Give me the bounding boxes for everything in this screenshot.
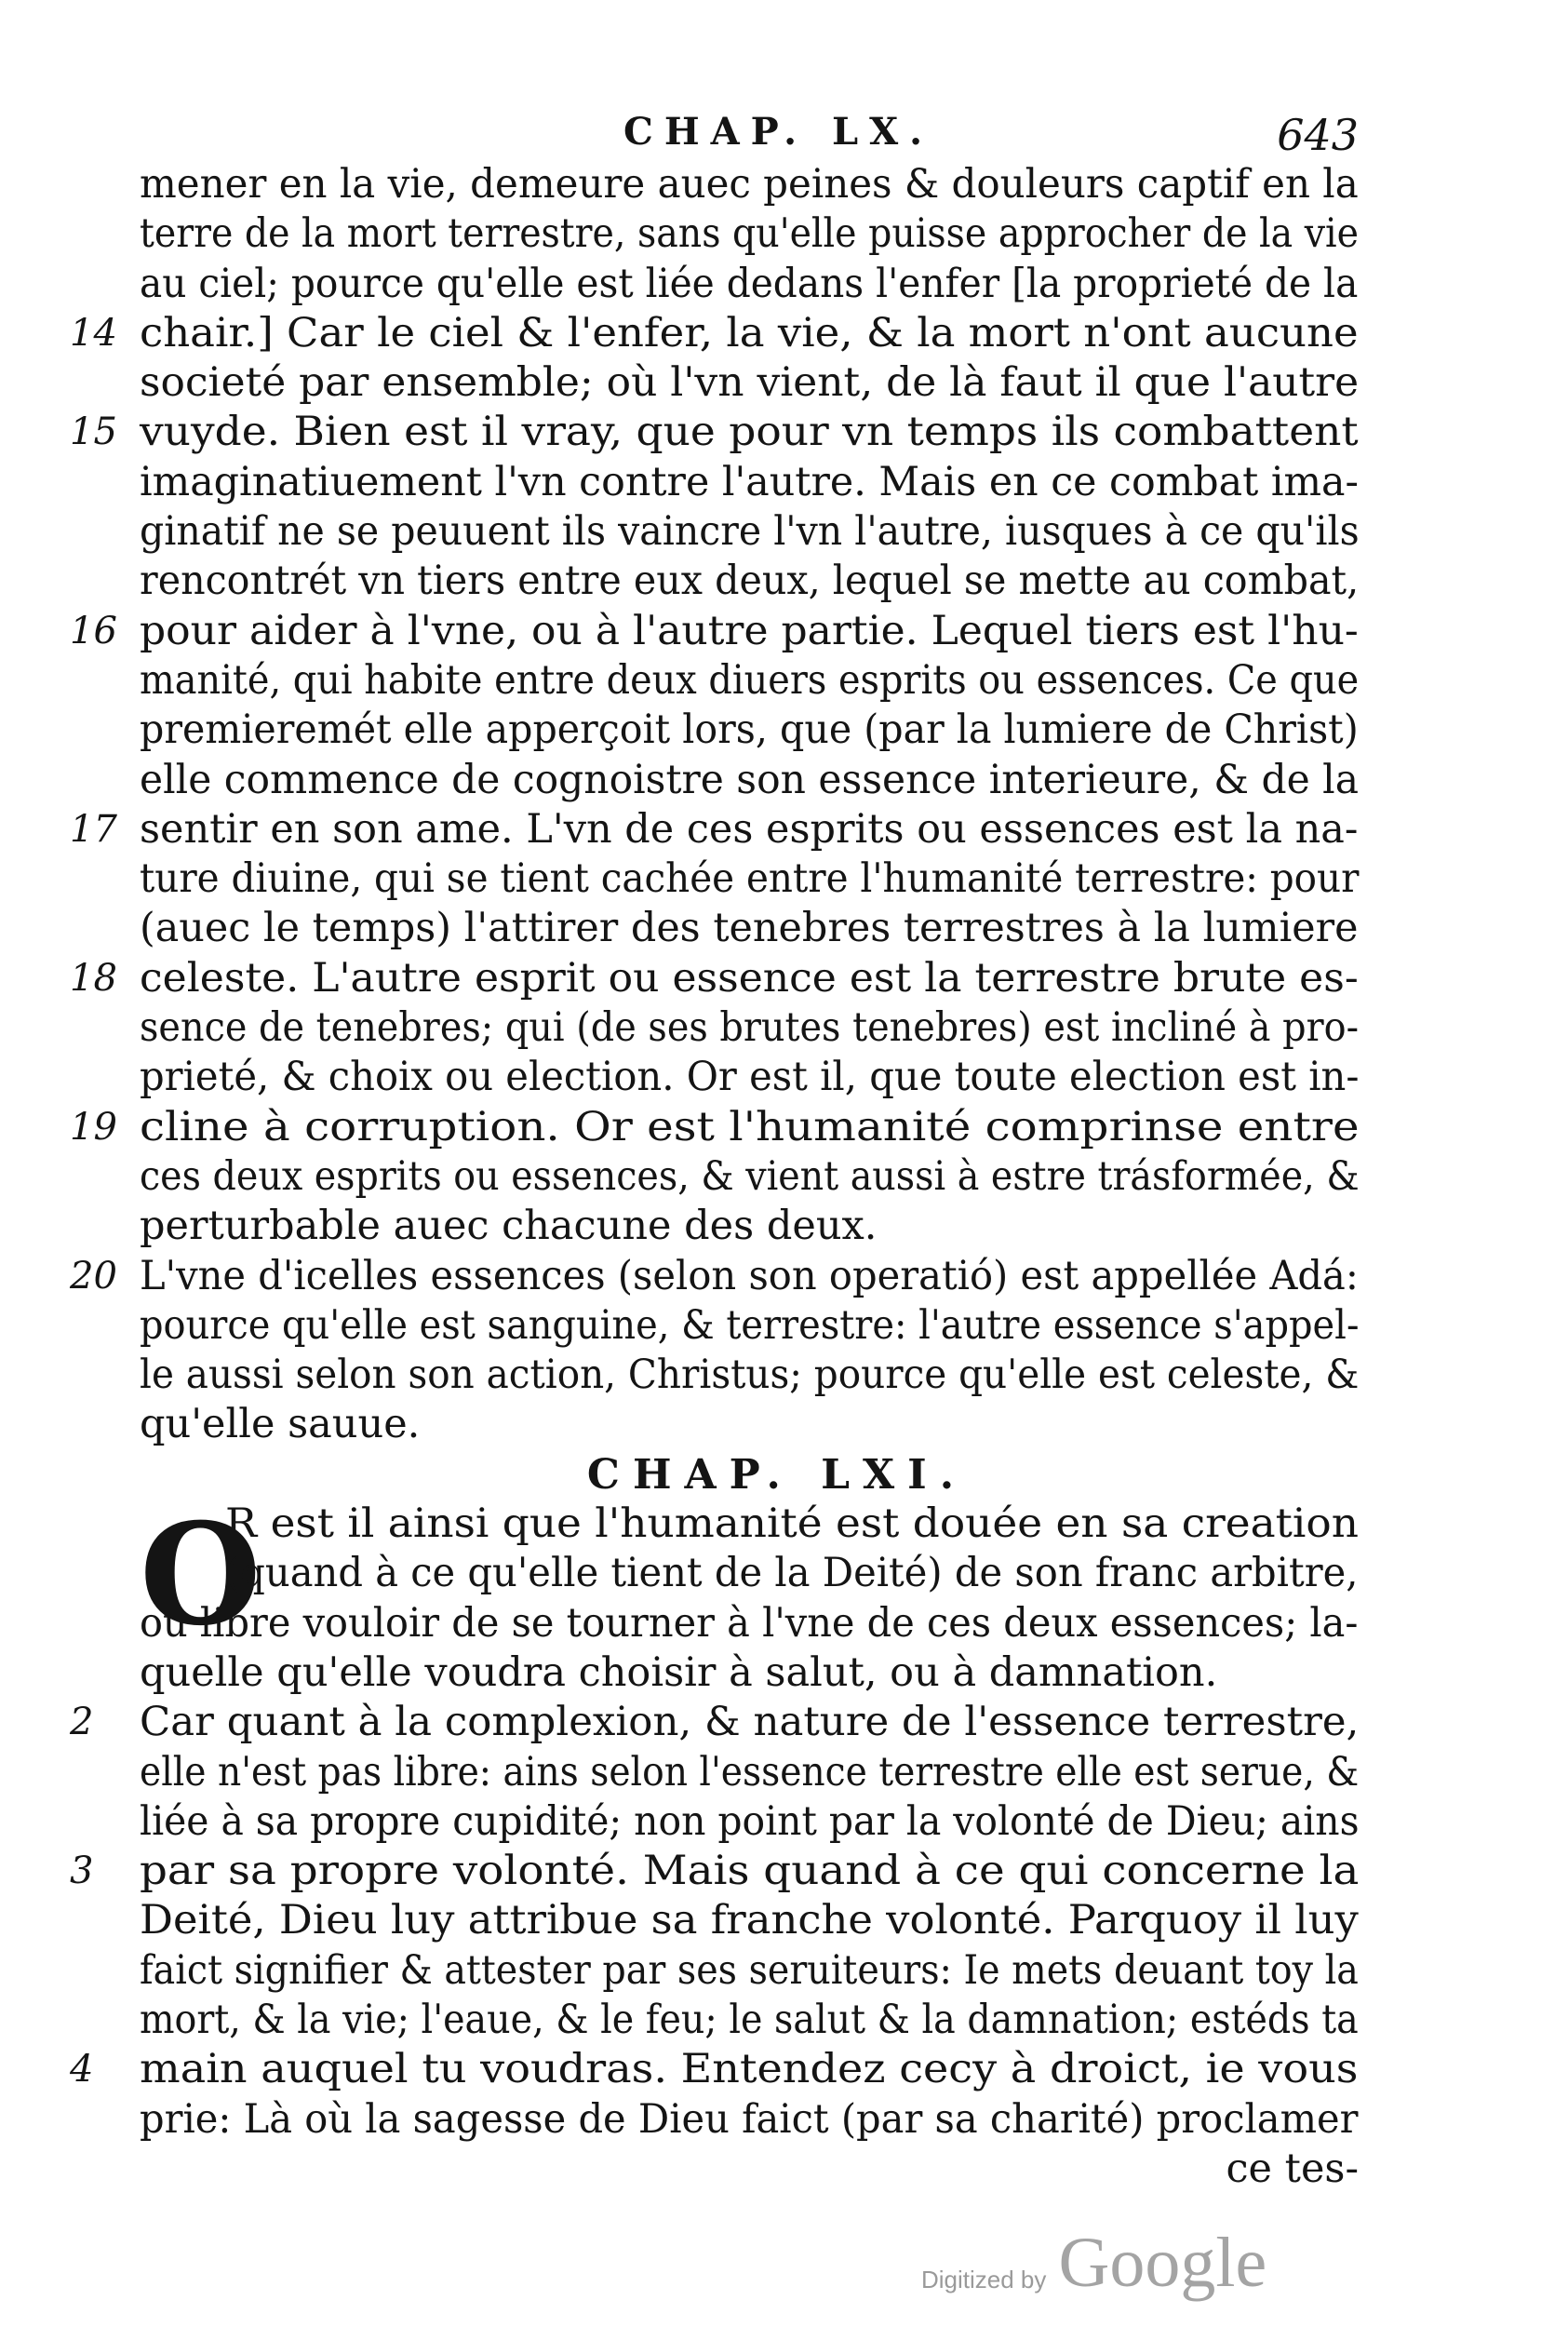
- chapter-title: CHAP. LXI.: [586, 1450, 968, 1499]
- verse-number: 18: [70, 956, 117, 1000]
- running-head: CHAP. LX.: [623, 110, 934, 154]
- text-line: [70, 1103, 1360, 1152]
- text-line: [140, 1003, 1359, 1053]
- line-text: Deité, Dieu luy attribue sa franche volonté. Parquoy il luy: [140, 1897, 1359, 1944]
- line-text: terre de la mort terrestre, sans qu'elle puisse approcher de la vie: [140, 210, 1360, 258]
- line-text: R est il ainsi que l'humanité est douée en sa creation: [225, 1500, 1359, 1548]
- verse-number: 14: [70, 311, 117, 355]
- catchword-text: ce tes-: [1226, 2145, 1359, 2192]
- text-line: [70, 1698, 1360, 1747]
- line-text: prie: Là où la sagesse de Dieu faict (par sa charité) proclamer: [140, 2095, 1359, 2143]
- line-text: elle commence de cognoistre son essence interieure, & de la: [140, 756, 1359, 803]
- line-text: le aussi selon son action, Christus; pource qu'elle est celeste, &: [140, 1352, 1360, 1399]
- text-line: [140, 1996, 1359, 2045]
- line-text: elle n'est pas libre: ains selon l'essence terrestre elle est serue, &: [140, 1748, 1360, 1796]
- text-line: [140, 1053, 1359, 1102]
- text-line: [70, 954, 1359, 1003]
- text-line: [140, 358, 1359, 408]
- verse-number: 17: [70, 807, 117, 851]
- verse-number: 20: [70, 1254, 117, 1298]
- line-text: imaginatiuement l'vn contre l'autre. Mais en ce combat ima-: [140, 458, 1359, 505]
- digitized-watermark: [921, 2223, 1266, 2307]
- text-line: [140, 1797, 1359, 1847]
- text-line: [70, 309, 1359, 358]
- text-line: [140, 1896, 1359, 1945]
- text-line: [70, 805, 1359, 854]
- line-text: societé par ensemble; où l'vn vient, de là faut il que l'autre: [140, 359, 1360, 407]
- text-line: [70, 1252, 1359, 1301]
- text-line: [70, 408, 1359, 457]
- page-number: 643: [1277, 110, 1359, 160]
- text-line: [140, 1946, 1359, 1996]
- text-line: [140, 1400, 1359, 1449]
- text-line: [70, 607, 1359, 656]
- line-text: main auquel tu voudras. Entendez cecy à droict, ie vous: [140, 2046, 1359, 2093]
- text-line: [140, 904, 1359, 953]
- line-text: ginatif ne se peuuent ils vaincre l'vn l'autre, iusques à ce qu'ils: [140, 508, 1360, 556]
- line-text: celeste. L'autre esprit ou essence est la terrestre brute es-: [140, 954, 1359, 1002]
- text-line: [140, 1202, 1359, 1251]
- line-text: ture diuine, qui se tient cachée entre l'humanité terrestre: pour: [140, 855, 1360, 903]
- line-text: cline à corruption. Or est l'humanité comprinse entre: [140, 1103, 1360, 1150]
- text-line: [140, 854, 1359, 904]
- text-line: [140, 2095, 1359, 2145]
- text-line: [140, 1152, 1359, 1202]
- line-text: vuyde. Bien est il vray, que pour vn temps ils combattent: [140, 409, 1359, 456]
- verse-number: 2: [70, 1701, 94, 1744]
- verse-number: 19: [70, 1105, 117, 1149]
- google-logo: Google: [1058, 2224, 1267, 2302]
- text-line: [140, 507, 1359, 557]
- watermark-prefix: Digitized by: [921, 2266, 1047, 2293]
- line-text: mener en la vie, demeure auec peines & douleurs captif en la: [140, 161, 1359, 208]
- line-text: qu'elle sauue.: [140, 1401, 421, 1448]
- line-text: par sa propre volonté. Mais quand à ce qui concerne la: [140, 1848, 1360, 1895]
- verse-number: 15: [70, 410, 117, 454]
- text-line: [140, 458, 1359, 507]
- line-text: (auec le temps) l'attirer des tenebres terrestres à la lumiere: [140, 905, 1359, 952]
- line-text: prieté, & choix ou election. Or est il, que toute election est in-: [140, 1054, 1360, 1101]
- text-line: [140, 1648, 1359, 1698]
- text-line: [140, 1599, 1359, 1648]
- text-line: [140, 1549, 1359, 1598]
- line-text: au ciel; pource qu'elle est liée dedans l'enfer [la proprieté de la: [140, 260, 1359, 307]
- line-text: rencontrét vn tiers entre eux deux, lequel se mette au combat,: [140, 558, 1360, 605]
- verse-number: 4: [70, 2048, 94, 2092]
- verse-number: 3: [70, 1849, 94, 1893]
- text-line: [140, 209, 1359, 259]
- text-line: [70, 2045, 1359, 2094]
- line-text: mort, & la vie; l'eaue, & le feu; le salut & la damnation; estéds ta: [140, 1996, 1359, 2043]
- line-text: pource qu'elle est sanguine, & terrestre: l'autre essence s'appel-: [140, 1301, 1360, 1349]
- line-text: quelle qu'elle voudra choisir à salut, ou à damnation.: [140, 1648, 1218, 1696]
- text-line: [140, 1301, 1359, 1351]
- line-text: L'vne d'icelles essences (selon son operatió) est appellée Adá:: [140, 1252, 1359, 1299]
- text-block: [70, 160, 1360, 2194]
- drop-cap: O: [140, 1493, 261, 1658]
- line-text: premieremét elle apperçoit lors, que (par la lumiere de Christ): [140, 706, 1359, 754]
- line-text: Car quant à la complexion, & nature de l'essence terrestre,: [140, 1699, 1360, 1746]
- verse-number: 16: [70, 609, 117, 652]
- line-text: sentir en son ame. L'vn de ces esprits ou essences est la na-: [140, 805, 1359, 853]
- line-text: (quand à ce qu'elle tient de la Deité) de son franc arbitre,: [225, 1550, 1359, 1597]
- page-header: [140, 110, 1359, 166]
- line-text: perturbable auec chacune des deux.: [140, 1203, 878, 1250]
- line-text: ou libre vouloir de se tourner à l'vne de ces deux essences; la-: [140, 1599, 1359, 1647]
- text-line: [140, 706, 1359, 755]
- text-line: [140, 1748, 1359, 1797]
- line-text: manité, qui habite entre deux diuers esprits ou essences. Ce que: [140, 656, 1360, 704]
- line-text: liée à sa propre cupidité; non point par la volonté de Dieu; ains: [140, 1797, 1360, 1845]
- text-line: [70, 1847, 1360, 1896]
- catchword: [140, 2145, 1359, 2194]
- text-line: [140, 260, 1359, 309]
- line-text: sence de tenebres; qui (de ses brutes tenebres) est incliné à pro-: [140, 1004, 1360, 1052]
- text-line: [140, 160, 1359, 209]
- text-line: [140, 756, 1359, 805]
- line-text: ces deux esprits ou essences, & vient aussi à estre trásformée, &: [140, 1152, 1360, 1200]
- line-text: faict signifier & attester par ses seruiteurs: Ie mets deuant toy la: [140, 1946, 1359, 1994]
- line-text: chair.] Car le ciel & l'enfer, la vie, & la mort n'ont aucune: [140, 309, 1359, 356]
- line-text: pour aider à l'vne, ou à l'autre partie. Lequel tiers est l'hu-: [140, 607, 1359, 654]
- text-line: [140, 1351, 1359, 1400]
- text-line: [140, 656, 1359, 706]
- text-line: [140, 557, 1359, 606]
